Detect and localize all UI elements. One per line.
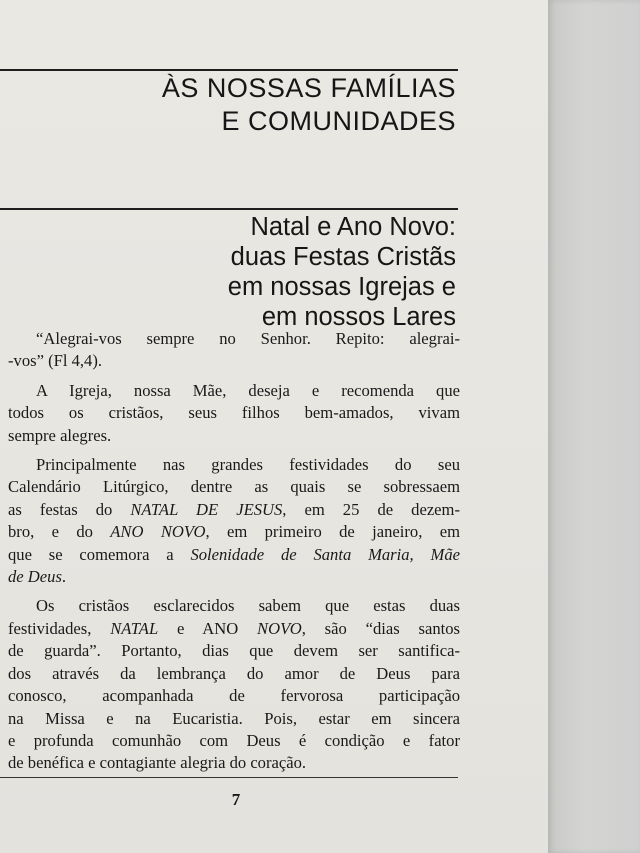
text-run: na Missa e na Eucaristia. Pois, estar em sincera bbox=[8, 708, 460, 728]
text-run: e profunda comunhão com Deus é condição e fator bbox=[8, 730, 460, 750]
text-line bbox=[8, 425, 460, 447]
text-run: bro, e do bbox=[8, 522, 111, 542]
paragraph bbox=[8, 454, 460, 588]
article-title-line: em nossas Igrejas e bbox=[227, 273, 456, 301]
text-run: conosco, acompanhada de fervorosa participação bbox=[8, 686, 460, 706]
text-run: sempre alegres. bbox=[8, 425, 112, 445]
text-line bbox=[8, 380, 460, 402]
article-title-line: em nossos Lares bbox=[261, 303, 456, 331]
text-run: Principalmente nas grandes festividades do seu bbox=[36, 455, 460, 475]
paragraph bbox=[8, 380, 460, 447]
section-title-line: ÀS NOSSAS FAMÍLIAS bbox=[161, 73, 456, 103]
paragraph bbox=[8, 595, 460, 774]
text-run: -vos” (Fl 4,4). bbox=[8, 351, 103, 371]
text-line bbox=[8, 640, 460, 662]
text-line bbox=[8, 476, 460, 498]
emphasis: NOVO bbox=[257, 618, 302, 638]
text-run: . bbox=[61, 567, 67, 587]
article-title-line: duas Festas Cristãs bbox=[230, 243, 456, 271]
section-title-line: E COMUNIDADES bbox=[221, 106, 456, 136]
text-line bbox=[8, 752, 460, 774]
text-line bbox=[8, 685, 460, 707]
article-title bbox=[228, 212, 456, 332]
top-rule bbox=[0, 69, 458, 71]
text-run: , são “dias santos bbox=[301, 618, 460, 638]
text-run: todos os cristãos, seus filhos bem-amados, vivam bbox=[8, 403, 460, 423]
text-line bbox=[8, 708, 460, 730]
paragraph bbox=[8, 328, 460, 373]
text-run: festividades, bbox=[8, 618, 111, 638]
text-line bbox=[8, 595, 460, 617]
text-run: que se comemora a bbox=[8, 544, 191, 564]
emphasis: de Deus bbox=[8, 567, 62, 587]
emphasis: ANO NOVO bbox=[110, 522, 206, 542]
text-line bbox=[8, 566, 460, 588]
text-run: de benéfica e contagiante alegria do coração. bbox=[8, 753, 307, 773]
text-run: dos através da lembrança do amor de Deus para bbox=[8, 663, 460, 683]
text-run: Os cristãos esclarecidos sabem que estas duas bbox=[36, 596, 460, 616]
text-line bbox=[8, 618, 460, 640]
text-line bbox=[8, 663, 460, 685]
text-run: “Alegrai-vos sempre no Senhor. Repito: alegrai- bbox=[36, 329, 460, 348]
emphasis: Solenidade de Santa Maria, Mãe bbox=[190, 544, 460, 564]
text-run: A Igreja, nossa Mãe, deseja e recomenda que bbox=[36, 380, 460, 400]
article-title-line: Natal e Ano Novo: bbox=[250, 213, 456, 241]
text-line bbox=[8, 454, 460, 476]
bottom-rule bbox=[0, 777, 458, 778]
text-line bbox=[8, 521, 460, 543]
text-line bbox=[8, 350, 460, 372]
middle-rule bbox=[0, 208, 458, 210]
text-line bbox=[8, 544, 460, 566]
text-run: Calendário Litúrgico, dentre as quais se sobressaem bbox=[8, 477, 460, 497]
next-page-edge bbox=[548, 0, 640, 853]
section-title bbox=[162, 72, 456, 138]
text-run: e ANO bbox=[158, 618, 258, 638]
emphasis: NATAL bbox=[110, 618, 159, 638]
text-run: , em primeiro de janeiro, em bbox=[205, 522, 460, 542]
emphasis: NATAL DE JESUS bbox=[130, 499, 283, 519]
text-run: , em 25 de dezem- bbox=[282, 499, 460, 519]
text-line bbox=[8, 730, 460, 752]
article-body bbox=[8, 328, 460, 782]
text-run: de guarda”. Portanto, dias que devem ser santifica- bbox=[8, 641, 460, 661]
text-line bbox=[8, 328, 460, 350]
text-line bbox=[8, 402, 460, 424]
page-number: 7 bbox=[231, 790, 241, 809]
text-run: as festas do bbox=[8, 499, 131, 519]
text-line bbox=[8, 499, 460, 521]
